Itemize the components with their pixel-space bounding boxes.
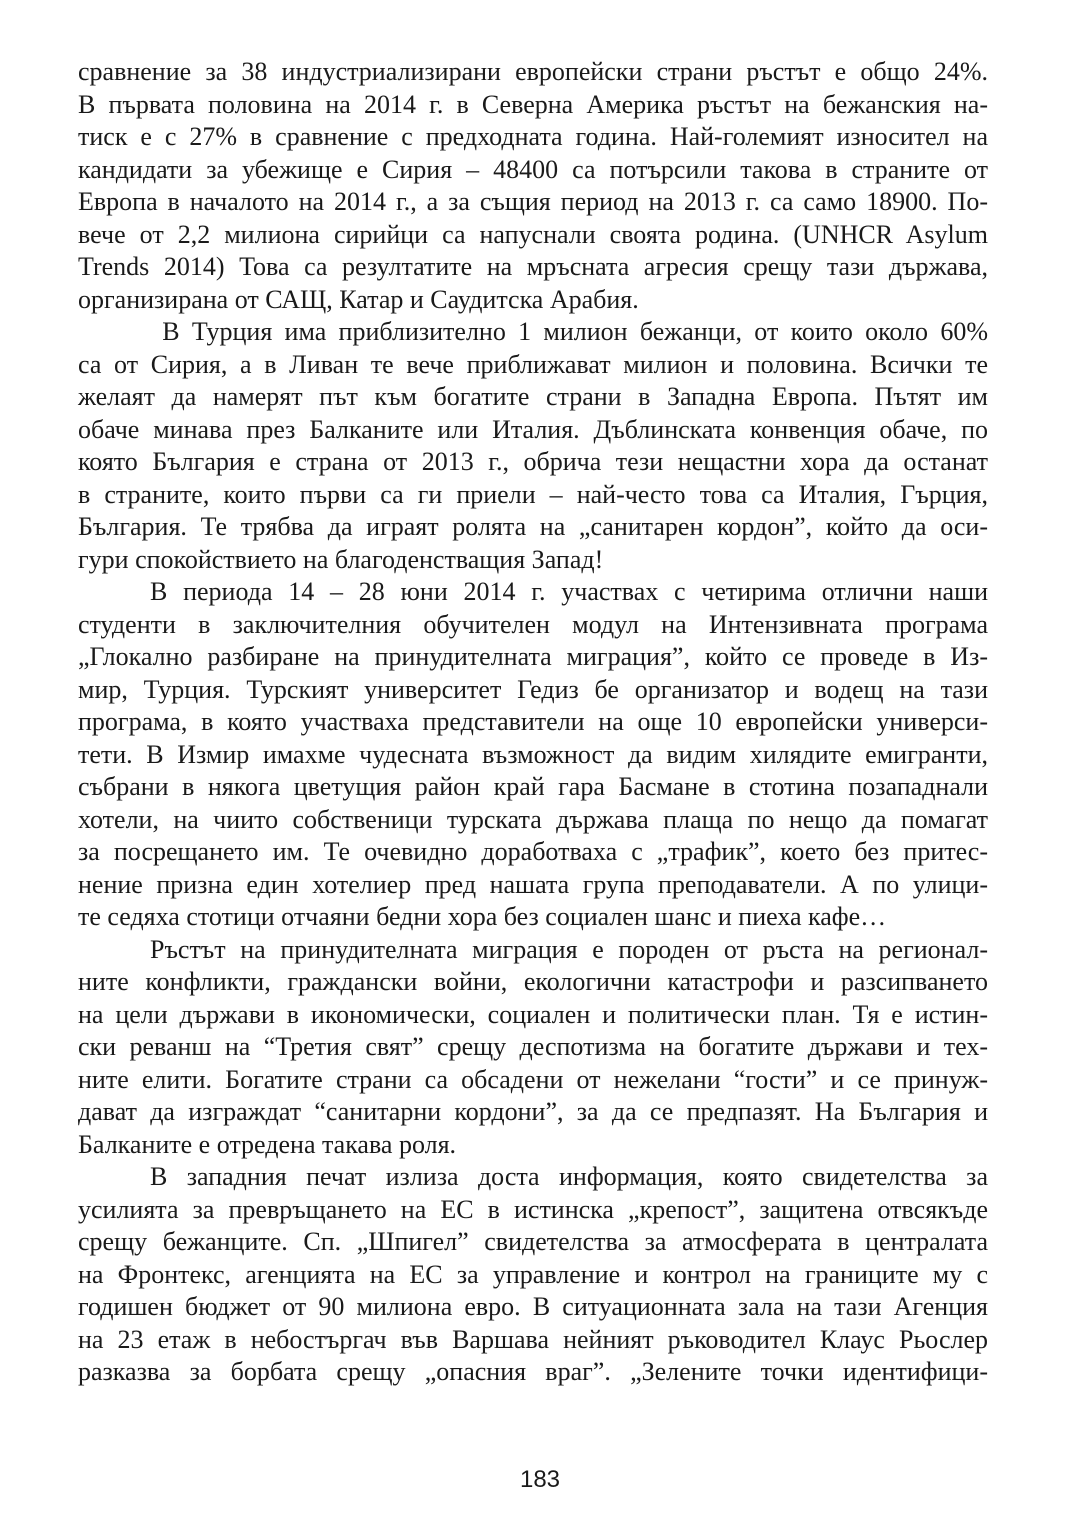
text-line: обаче минава през Балканите или Италия. Дъблинската конвенция обаче, по: [78, 414, 988, 444]
text-line: която България е страна от 2013 г., обрича тези нещастни хора да останат: [78, 447, 988, 476]
text-line: тиск е с 27% в сравнение с предходната година. Най-големият износител на: [78, 122, 988, 151]
text-line: желаят да намерят път към богатите страни в Западна Европа. Пътят им: [78, 382, 988, 411]
text-line: организирана от САЩ, Катар и Саудитска Арабия.: [78, 284, 639, 314]
text-line: В периода 14 – 28 юни 2014 г. участвах с четирима отлични наши: [150, 577, 988, 606]
text-line: тети. В Измир имахме чудесната възможност да видим хилядите емигранти,: [78, 739, 988, 769]
paragraph-1: [78, 56, 988, 316]
page-number: 183: [519, 1466, 561, 1493]
text-line: „Глокално разбиране на принудителната миграция”, който се проведе в Из-: [78, 642, 988, 671]
text-line: нение призна един хотелиер пред нашата група преподаватели. А по улици-: [78, 869, 988, 899]
text-line: са от Сирия, а в Ливан те вече приближават милион и половина. Всички те: [78, 349, 988, 379]
text-line: ните конфликти, граждански войни, екологични катастрофи и разсипването: [78, 967, 988, 996]
text-line: в страните, които първи са ги приели – най-често това са Италия, Гърция,: [78, 479, 988, 509]
text-line: Балканите е отредена такава роля.: [78, 1129, 457, 1159]
text-line: В западния печат излиза доста информация, която свидетелства за: [150, 1162, 988, 1191]
text-line: програма, в която участваха представители на още 10 европейски универси-: [78, 707, 988, 736]
text-line: те седяха стотици отчаяни бедни хора без социален шанс и пиеха кафе…: [78, 902, 887, 931]
text-line: на цели държави в икономически, социален и политически план. Тя е истин-: [78, 999, 988, 1029]
text-line: усилията за превръщането на ЕС в истинска „крепост”, защитена отвсякъде: [78, 1194, 988, 1224]
text-line: Европа в началото на 2014 г., а за същия период на 2013 г. са само 18900. По-: [78, 187, 988, 216]
text-line: сравнение за 38 индустриализирани европейски страни ръстът е общо 24%.: [78, 57, 988, 86]
text-line: срещу бежанците. Сп. „Шпигел” свидетелства за атмосферата в централата: [78, 1227, 988, 1256]
text-line: годишен бюджет от 90 милиона евро. В ситуационната зала на тази Агенция: [78, 1292, 988, 1321]
text-line: на Фронтекс, агенцията на ЕС за управление и контрол на границите му с: [78, 1259, 988, 1289]
text-line: разказва за борбата срещу „опасния враг”. „Зелените точки идентифици-: [78, 1357, 988, 1386]
text-line: В Турция има приблизително 1 милион бежанци, от които около 60%: [150, 317, 988, 346]
paragraph-2: [78, 316, 988, 576]
text-line: ски реванш на “Третия свят” срещу деспотизма на богатите държави и тех-: [78, 1032, 988, 1061]
paragraph-4: [78, 934, 988, 1162]
text-line: хотели, на чиито собственици турската държава плаща по нещо да помагат: [78, 804, 988, 834]
text-line: за посрещането им. Те очевидно доработваха с „трафик”, което без притес-: [78, 837, 988, 866]
text-line: вече от 2,2 милиона сирийци са напуснали своята родина. (UNHCR Asylum: [78, 219, 988, 249]
text-line: Ръстът на принудителната миграция е породен от ръста на регионал-: [150, 934, 988, 964]
page-body: [78, 56, 988, 1389]
text-line: гури спокойствието на благоденстващия Запад!: [78, 544, 604, 574]
text-line: събрани в някога цветущия район край гара Басмане в стотина позападнали: [78, 772, 988, 801]
text-line: Trends 2014) Това са резултатите на мръсната агресия срещу тази държава,: [78, 252, 988, 281]
text-line: на 23 етаж в небостъргач във Варшава нейният ръководител Клаус Рьослер: [78, 1324, 988, 1354]
text-line: В първата половина на 2014 г. в Северна Америка ръстът на бежанския на-: [78, 89, 988, 119]
text-line: България. Те трябва да играят ролята на „санитарен кордон”, който да оси-: [78, 512, 988, 541]
text-line: ните елити. Богатите страни са обсадени от нежелани “гости” и се принуж-: [78, 1064, 988, 1094]
text-line: студенти в заключителния обучителен модул на Интензивната програма: [78, 609, 988, 639]
text-line: дават да изграждат “санитарни кордони”, за да се предпазят. На България и: [78, 1097, 988, 1126]
paragraph-5: [78, 1161, 988, 1389]
paragraph-3: [78, 576, 988, 934]
text-line: кандидати за убежище е Сирия – 48400 са потърсили такова в страните от: [78, 154, 988, 184]
text-line: мир, Турция. Турският университет Гедиз бе организатор и водещ на тази: [78, 674, 988, 704]
